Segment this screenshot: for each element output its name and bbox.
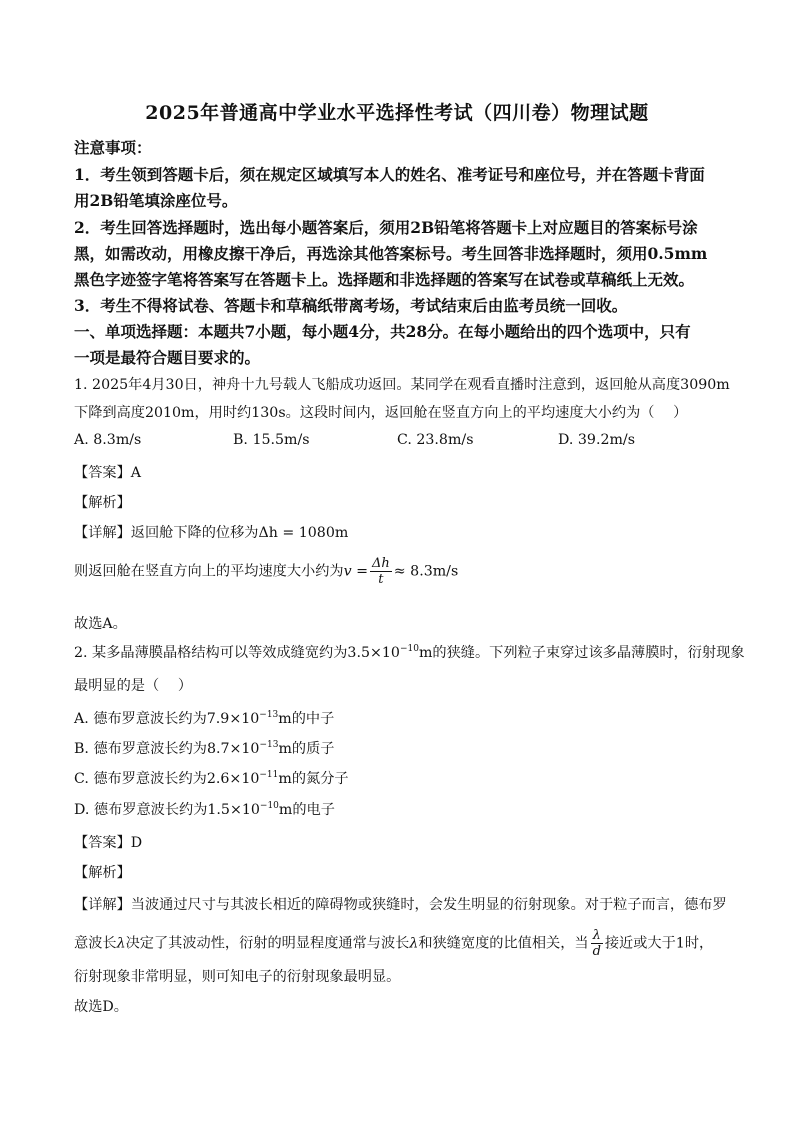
q1-detail-label: 【详解】 [74, 525, 131, 541]
q2-option-c [74, 768, 349, 788]
q1-option-b: B. 15.5m/s [233, 432, 310, 448]
q2-stem-exponent: −10 [399, 644, 419, 654]
q2-option-c-post: m的氮分子 [278, 771, 349, 787]
q1-conclusion: 故选A。 [74, 616, 127, 632]
q2-conclusion: 故选D。 [74, 999, 128, 1015]
q1-analysis-label: 【解析】 [74, 495, 131, 511]
notice-line-2b: 黑，如需改动，用橡皮擦干净后，再选涂其他答案标号。考生回答非选择题时，须用0.5mm [74, 244, 708, 263]
q2-option-a [74, 708, 334, 728]
q1-stem-line-2: 下降到高度2010m，用时约130s。这段时间内，返回舱在竖直方向上的平均速度大小约为（ ） [74, 405, 688, 421]
q2-answer-label: 【答案】 [74, 835, 131, 851]
q1-displacement-formula: Δh = 1080m [258, 525, 349, 541]
notice-line-2c: 黑色字迹签字笔将答案写在答题卡上。选择题和非选择题的答案写在试卷或草稿纸上无效。 [74, 270, 695, 289]
notice-line-1b: 用2B铅笔填涂座位号。 [74, 191, 238, 210]
q2-detail-text-2c: 和狭缝宽度的比值相关，当 [418, 935, 589, 952]
section-heading-2: 一项是最符合题目要求的。 [74, 348, 261, 367]
q2-option-d [74, 799, 335, 819]
q1-answer-label: 【答案】 [74, 465, 131, 481]
q2-detail-label: 【详解】 [74, 897, 131, 913]
q2-option-c-exp: −11 [259, 770, 279, 780]
q2-analysis-label: 【解析】 [74, 865, 131, 881]
q1-detail-line-1 [74, 522, 348, 542]
section-heading-1: 一、单项选择题：本题共7小题，每小题4分，共28分。在每小题给出的四个选项中，只有 [74, 322, 691, 341]
q1-formula-lhs: v = [343, 563, 368, 580]
q1-velocity-fraction [370, 556, 392, 587]
q1-option-d: D. 39.2m/s [558, 432, 635, 448]
q2-option-b-pre: B. 德布罗意波长约为8.7×10 [74, 741, 260, 757]
notice-heading: 注意事项： [74, 138, 152, 157]
q2-fraction-numerator: λ [592, 928, 601, 943]
q1-answer [74, 462, 141, 482]
q2-option-b-exp: −13 [259, 740, 279, 750]
q1-detail-text-2: 则返回舱在竖直方向上的平均速度大小约为 [74, 563, 344, 580]
q2-option-a-post: m的中子 [278, 711, 335, 727]
q2-stem-line-1 [74, 642, 745, 662]
q1-stem-line-1: 1. 2025年4月30日，神舟十九号载人飞船成功返回。某同学在观看直播时注意到，返回舱从高度3090m [74, 377, 730, 393]
q1-detail-line-2 [74, 556, 458, 587]
q1-answer-value: A [130, 465, 142, 481]
q2-stem-line-2: 最明显的是（ ） [74, 678, 193, 694]
q2-option-a-exp: −13 [259, 710, 279, 720]
q2-detail-line-1 [74, 894, 727, 914]
q2-stem-part-a: 2. 某多晶薄膜晶格结构可以等效成缝宽约为3.5×10 [74, 645, 400, 661]
q2-option-d-pre: D. 德布罗意波长约为1.5×10 [74, 802, 260, 818]
q2-detail-text-2b: 决定了其波动性，衍射的明显程度通常与波长 [125, 935, 410, 952]
q1-detail-text-1: 返回舱下降的位移为 [130, 525, 259, 541]
q2-answer-value: D [130, 835, 143, 851]
q2-detail-text-2d: 接近或大于1时， [604, 935, 714, 952]
q2-option-d-exp: −10 [259, 801, 279, 811]
q2-detail-line-2 [74, 928, 713, 959]
q1-fraction-numerator: Δh [372, 556, 390, 571]
q2-option-c-pre: C. 德布罗意波长约为2.6×10 [74, 771, 260, 787]
q2-lambda-symbol-1: λ [116, 935, 126, 952]
q2-detail-text-2a: 意波长 [74, 935, 117, 952]
q2-detail-line-3: 衍射现象非常明显，则可知电子的衍射现象最明显。 [74, 969, 401, 985]
q1-option-a: A. 8.3m/s [74, 432, 142, 448]
q1-formula-rhs: ≈ 8.3m/s [393, 563, 459, 580]
q2-option-b-post: m的质子 [278, 741, 335, 757]
q2-lambda-symbol-2: λ [409, 935, 419, 952]
notice-line-2: 2．考生回答选择题时，选出每小题答案后，须用2B铅笔将答题卡上对应题目的答案标号涂 [74, 218, 698, 237]
q1-fraction-denominator: t [378, 572, 384, 587]
q2-detail-text-1: 当波通过尺寸与其波长相近的障碍物或狭缝时，会发生明显的衍射现象。对于粒子而言，德布罗 [130, 897, 727, 913]
q2-ratio-fraction [591, 928, 603, 959]
q2-stem-part-b: m的狭缝。下列粒子束穿过该多晶薄膜时，衍射现象 [418, 645, 745, 661]
q2-option-b [74, 738, 334, 758]
q2-fraction-denominator: d [592, 944, 601, 959]
q2-answer [74, 832, 142, 852]
q2-option-d-post: m的电子 [278, 802, 335, 818]
notice-line-1: 1．考生领到答题卡后，须在规定区域填写本人的姓名、准考证号和座位号，并在答题卡背面 [74, 165, 705, 184]
q1-option-c: C. 23.8m/s [397, 432, 474, 448]
exam-title: 2025年普通高中学业水平选择性考试（四川卷）物理试题 [145, 102, 649, 124]
q2-option-a-pre: A. 德布罗意波长约为7.9×10 [74, 711, 260, 727]
notice-line-3: 3．考生不得将试卷、答题卡和草稿纸带离考场，考试结束后由监考员统一回收。 [74, 296, 628, 315]
